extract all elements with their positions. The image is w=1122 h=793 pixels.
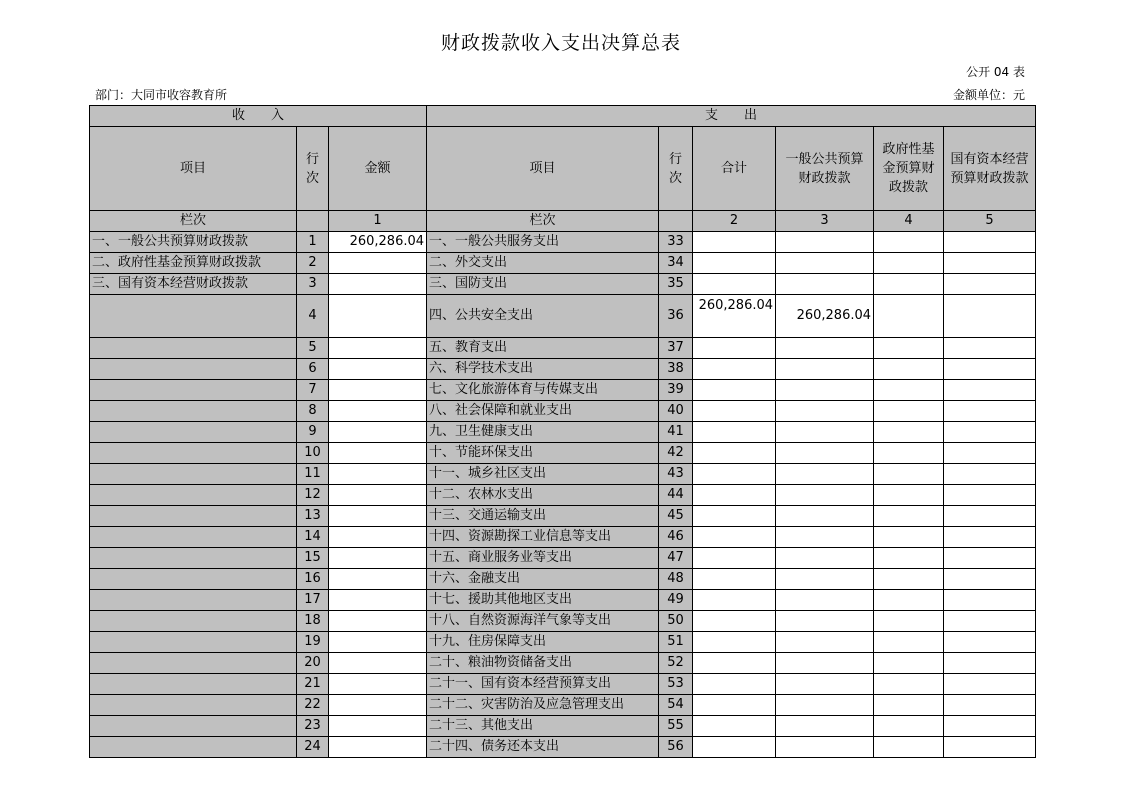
income-row-no-cell: 6 [297, 359, 329, 380]
state-capital-cell [944, 380, 1036, 401]
fiscal-appropriation-table [89, 105, 1036, 758]
total-amount-cell [693, 653, 776, 674]
expense-row-no-cell: 48 [659, 569, 693, 590]
total-amount-cell [693, 443, 776, 464]
general-budget-cell [776, 653, 874, 674]
income-item-cell [90, 590, 297, 611]
expense-section-header: 支 出 [427, 106, 1036, 127]
income-item-cell [90, 380, 297, 401]
income-row-no-cell: 14 [297, 527, 329, 548]
income-row-no-cell: 16 [297, 569, 329, 590]
total-amount-cell [693, 274, 776, 295]
col-index-2: 2 [693, 211, 776, 232]
general-budget-cell [776, 590, 874, 611]
table-row [90, 611, 1036, 632]
income-amount-cell [329, 569, 427, 590]
income-item-cell [90, 737, 297, 758]
table-row [90, 338, 1036, 359]
income-amount-cell [329, 527, 427, 548]
gov-fund-cell [874, 401, 944, 422]
income-item-cell: 三、国有资本经营财政拨款 [90, 274, 297, 295]
table-row [90, 253, 1036, 274]
col-index-label: 栏次 [90, 211, 297, 232]
state-capital-cell [944, 527, 1036, 548]
income-item-cell: 二、政府性基金预算财政拨款 [90, 253, 297, 274]
expense-item-cell: 十三、交通运输支出 [427, 506, 659, 527]
expense-row-no-cell: 36 [659, 295, 693, 338]
income-item-cell [90, 485, 297, 506]
state-capital-cell [944, 274, 1036, 295]
gov-fund-cell [874, 632, 944, 653]
gov-fund-cell [874, 506, 944, 527]
expense-item-cell: 七、文化旅游体育与传媒支出 [427, 380, 659, 401]
state-capital-cell [944, 443, 1036, 464]
expense-row-no-cell: 47 [659, 548, 693, 569]
total-amount-cell: 260,286.04 [693, 295, 776, 338]
state-capital-cell [944, 422, 1036, 443]
table-row [90, 506, 1036, 527]
column-header-row [90, 127, 1036, 211]
state-capital-cell [944, 401, 1036, 422]
income-row-no-cell: 17 [297, 590, 329, 611]
table-row [90, 569, 1036, 590]
section-header-row [90, 106, 1036, 127]
income-amount-cell [329, 674, 427, 695]
state-capital-cell [944, 295, 1036, 338]
income-row-no-cell: 2 [297, 253, 329, 274]
total-amount-cell [693, 527, 776, 548]
expense-item-cell: 二十二、灾害防治及应急管理支出 [427, 695, 659, 716]
income-amount-cell [329, 295, 427, 338]
state-capital-cell [944, 590, 1036, 611]
total-amount-cell [693, 253, 776, 274]
general-budget-cell [776, 232, 874, 253]
gov-fund-cell [874, 443, 944, 464]
expense-row-no-cell: 39 [659, 380, 693, 401]
general-budget-cell [776, 485, 874, 506]
income-row-no-cell: 20 [297, 653, 329, 674]
table-row [90, 653, 1036, 674]
income-amount-cell [329, 422, 427, 443]
income-row-no-cell: 13 [297, 506, 329, 527]
state-capital-cell [944, 632, 1036, 653]
income-item-cell [90, 548, 297, 569]
gov-fund-cell [874, 253, 944, 274]
general-budget-cell [776, 401, 874, 422]
col-index-empty-2 [659, 211, 693, 232]
total-amount-cell [693, 359, 776, 380]
expense-row-no-cell: 42 [659, 443, 693, 464]
general-budget-cell [776, 527, 874, 548]
col-index-label-2: 栏次 [427, 211, 659, 232]
total-amount-cell [693, 464, 776, 485]
gov-fund-cell [874, 737, 944, 758]
table-row [90, 295, 1036, 338]
general-budget-cell [776, 359, 874, 380]
state-capital-header [944, 127, 1036, 211]
general-budget-text: 一般公共预算财政拨款 [785, 151, 864, 186]
expense-item-cell: 二十一、国有资本经营预算支出 [427, 674, 659, 695]
table-row [90, 674, 1036, 695]
income-amount-cell [329, 401, 427, 422]
table-row [90, 232, 1036, 253]
income-item-cell [90, 716, 297, 737]
expense-row-no-cell: 50 [659, 611, 693, 632]
gov-fund-cell [874, 359, 944, 380]
expense-item-cell: 十八、自然资源海洋气象等支出 [427, 611, 659, 632]
gov-fund-cell [874, 695, 944, 716]
general-budget-cell [776, 632, 874, 653]
gov-fund-cell [874, 232, 944, 253]
expense-item-cell: 二十三、其他支出 [427, 716, 659, 737]
general-budget-cell: 260,286.04 [776, 295, 874, 338]
income-item-cell [90, 422, 297, 443]
income-row-no-cell: 18 [297, 611, 329, 632]
general-budget-cell [776, 464, 874, 485]
income-item-cell [90, 464, 297, 485]
income-row-no-cell: 19 [297, 632, 329, 653]
income-row-no-cell: 10 [297, 443, 329, 464]
gov-fund-cell [874, 590, 944, 611]
gov-fund-cell [874, 611, 944, 632]
income-amount-cell [329, 253, 427, 274]
general-budget-cell [776, 422, 874, 443]
expense-row-no-header [659, 127, 693, 211]
state-capital-cell [944, 674, 1036, 695]
income-item-cell [90, 611, 297, 632]
total-amount-cell [693, 422, 776, 443]
income-row-no-header [297, 127, 329, 211]
income-amount-cell [329, 695, 427, 716]
state-capital-text: 国有资本经营预算财政拨款 [950, 151, 1029, 186]
income-row-no-cell: 9 [297, 422, 329, 443]
total-amount-cell [693, 632, 776, 653]
expense-item-cell: 十九、住房保障支出 [427, 632, 659, 653]
expense-item-cell: 十四、资源勘探工业信息等支出 [427, 527, 659, 548]
total-amount-cell [693, 569, 776, 590]
total-amount-cell [693, 401, 776, 422]
general-budget-cell [776, 569, 874, 590]
table-row [90, 527, 1036, 548]
general-budget-cell [776, 674, 874, 695]
gov-fund-cell [874, 338, 944, 359]
total-amount-cell [693, 548, 776, 569]
col-index-3: 3 [776, 211, 874, 232]
general-budget-cell [776, 548, 874, 569]
expense-row-no-cell: 49 [659, 590, 693, 611]
income-item-cell [90, 653, 297, 674]
amount-unit-label: 金额单位：元 [952, 88, 1025, 102]
gov-fund-cell [874, 485, 944, 506]
state-capital-cell [944, 232, 1036, 253]
general-budget-header [776, 127, 874, 211]
income-amount-cell [329, 338, 427, 359]
expense-row-no-cell: 33 [659, 232, 693, 253]
expense-item-cell: 一、一般公共服务支出 [427, 232, 659, 253]
total-amount-cell [693, 338, 776, 359]
income-amount-cell [329, 443, 427, 464]
table-row [90, 464, 1036, 485]
expense-item-cell: 九、卫生健康支出 [427, 422, 659, 443]
state-capital-cell [944, 611, 1036, 632]
income-amount-cell [329, 506, 427, 527]
expense-row-no-cell: 56 [659, 737, 693, 758]
income-row-no-cell: 8 [297, 401, 329, 422]
col-index-4: 4 [874, 211, 944, 232]
expense-row-no-cell: 51 [659, 632, 693, 653]
income-row-no-cell: 7 [297, 380, 329, 401]
income-item-cell [90, 338, 297, 359]
expense-item-cell: 三、国防支出 [427, 274, 659, 295]
expense-row-no-cell: 46 [659, 527, 693, 548]
income-item-cell: 一、一般公共预算财政拨款 [90, 232, 297, 253]
income-amount-cell [329, 274, 427, 295]
expense-item-cell: 五、教育支出 [427, 338, 659, 359]
state-capital-cell [944, 737, 1036, 758]
expense-item-cell: 十、节能环保支出 [427, 443, 659, 464]
income-amount-cell [329, 485, 427, 506]
income-row-no-cell: 23 [297, 716, 329, 737]
table-row [90, 548, 1036, 569]
income-item-cell [90, 527, 297, 548]
table-row [90, 401, 1036, 422]
table-row [90, 590, 1036, 611]
general-budget-cell [776, 338, 874, 359]
expense-item-header: 项目 [427, 127, 659, 211]
table-row [90, 632, 1036, 653]
income-row-no-cell: 1 [297, 232, 329, 253]
income-item-cell [90, 674, 297, 695]
income-row-no-cell: 22 [297, 695, 329, 716]
expense-item-cell: 十五、商业服务业等支出 [427, 548, 659, 569]
general-budget-cell [776, 695, 874, 716]
expense-item-cell: 六、科学技术支出 [427, 359, 659, 380]
income-row-no-cell: 4 [297, 295, 329, 338]
page-title: 财政拨款收入支出决算总表 [440, 32, 681, 54]
income-amount-cell [329, 737, 427, 758]
expense-item-cell: 十七、援助其他地区支出 [427, 590, 659, 611]
expense-row-no-cell: 55 [659, 716, 693, 737]
income-amount-cell [329, 359, 427, 380]
expense-row-no-cell: 43 [659, 464, 693, 485]
general-budget-cell [776, 253, 874, 274]
expense-item-cell: 十六、金融支出 [427, 569, 659, 590]
table-row [90, 359, 1036, 380]
expense-item-cell: 四、公共安全支出 [427, 295, 659, 338]
state-capital-cell [944, 359, 1036, 380]
state-capital-cell [944, 548, 1036, 569]
gov-fund-header [874, 127, 944, 211]
general-budget-cell [776, 274, 874, 295]
gov-fund-cell [874, 653, 944, 674]
col-index-empty [297, 211, 329, 232]
total-amount-cell [693, 232, 776, 253]
total-amount-cell [693, 485, 776, 506]
col-index-1: 1 [329, 211, 427, 232]
state-capital-cell [944, 338, 1036, 359]
income-item-cell [90, 443, 297, 464]
general-budget-cell [776, 716, 874, 737]
table-row [90, 380, 1036, 401]
general-budget-cell [776, 611, 874, 632]
expense-row-no-cell: 35 [659, 274, 693, 295]
income-item-cell [90, 632, 297, 653]
gov-fund-cell [874, 527, 944, 548]
expense-item-cell: 二、外交支出 [427, 253, 659, 274]
income-row-no-cell: 15 [297, 548, 329, 569]
table-row [90, 695, 1036, 716]
state-capital-cell [944, 253, 1036, 274]
table-row [90, 274, 1036, 295]
income-amount-cell [329, 716, 427, 737]
general-budget-cell [776, 443, 874, 464]
table-row [90, 716, 1036, 737]
expense-row-no-cell: 37 [659, 338, 693, 359]
income-section-header: 收 入 [90, 106, 427, 127]
form-number: 公开 04 表 [966, 65, 1025, 79]
income-row-no-cell: 5 [297, 338, 329, 359]
income-row-no-cell: 3 [297, 274, 329, 295]
income-row-no-cell: 11 [297, 464, 329, 485]
state-capital-cell [944, 506, 1036, 527]
state-capital-cell [944, 464, 1036, 485]
expense-row-no-cell: 45 [659, 506, 693, 527]
gov-fund-cell [874, 569, 944, 590]
income-row-no-cell: 12 [297, 485, 329, 506]
expense-row-no-cell: 44 [659, 485, 693, 506]
expense-item-cell: 十一、城乡社区支出 [427, 464, 659, 485]
income-item-cell [90, 295, 297, 338]
expense-row-no-cell: 54 [659, 695, 693, 716]
total-amount-cell [693, 380, 776, 401]
row-no-text: 行次 [669, 151, 683, 186]
expense-row-no-cell: 53 [659, 674, 693, 695]
income-item-cell [90, 569, 297, 590]
department-label: 部门：大同市收容教育所 [95, 88, 228, 102]
total-amount-cell [693, 716, 776, 737]
gov-fund-cell [874, 548, 944, 569]
gov-fund-cell [874, 422, 944, 443]
general-budget-cell [776, 506, 874, 527]
total-amount-cell [693, 506, 776, 527]
total-amount-cell [693, 590, 776, 611]
income-amount-cell [329, 611, 427, 632]
expense-row-no-cell: 41 [659, 422, 693, 443]
expense-item-cell: 二十四、债务还本支出 [427, 737, 659, 758]
income-row-no-cell: 21 [297, 674, 329, 695]
state-capital-cell [944, 653, 1036, 674]
income-amount-cell [329, 548, 427, 569]
income-amount-cell [329, 464, 427, 485]
gov-fund-cell [874, 274, 944, 295]
gov-fund-text: 政府性基金预算财政拨款 [882, 142, 935, 195]
expense-row-no-cell: 34 [659, 253, 693, 274]
table-row [90, 485, 1036, 506]
income-amount-cell: 260,286.04 [329, 232, 427, 253]
state-capital-cell [944, 485, 1036, 506]
income-item-cell [90, 506, 297, 527]
total-amount-cell [693, 737, 776, 758]
expense-row-no-cell: 38 [659, 359, 693, 380]
income-amount-cell [329, 632, 427, 653]
income-row-no-cell: 24 [297, 737, 329, 758]
expense-item-cell: 八、社会保障和就业支出 [427, 401, 659, 422]
expense-item-cell: 二十、粮油物资储备支出 [427, 653, 659, 674]
expense-item-cell: 十二、农林水支出 [427, 485, 659, 506]
expense-row-no-cell: 40 [659, 401, 693, 422]
total-amount-cell [693, 674, 776, 695]
total-amount-cell [693, 695, 776, 716]
expense-row-no-cell: 52 [659, 653, 693, 674]
income-amount-cell [329, 380, 427, 401]
state-capital-cell [944, 695, 1036, 716]
col-index-5: 5 [944, 211, 1036, 232]
gov-fund-cell [874, 380, 944, 401]
income-item-cell [90, 695, 297, 716]
row-no-text: 行次 [305, 151, 319, 186]
gov-fund-cell [874, 464, 944, 485]
income-item-cell [90, 359, 297, 380]
gov-fund-cell [874, 295, 944, 338]
general-budget-cell [776, 737, 874, 758]
table-row [90, 443, 1036, 464]
total-amount-cell [693, 611, 776, 632]
income-amount-cell [329, 653, 427, 674]
gov-fund-cell [874, 674, 944, 695]
column-index-row [90, 211, 1036, 232]
state-capital-cell [944, 569, 1036, 590]
income-amount-cell [329, 590, 427, 611]
general-budget-cell [776, 380, 874, 401]
gov-fund-cell [874, 716, 944, 737]
income-amount-header: 金额 [329, 127, 427, 211]
total-header: 合计 [693, 127, 776, 211]
income-item-header: 项目 [90, 127, 297, 211]
table-row [90, 422, 1036, 443]
income-item-cell [90, 401, 297, 422]
table-row [90, 737, 1036, 758]
state-capital-cell [944, 716, 1036, 737]
